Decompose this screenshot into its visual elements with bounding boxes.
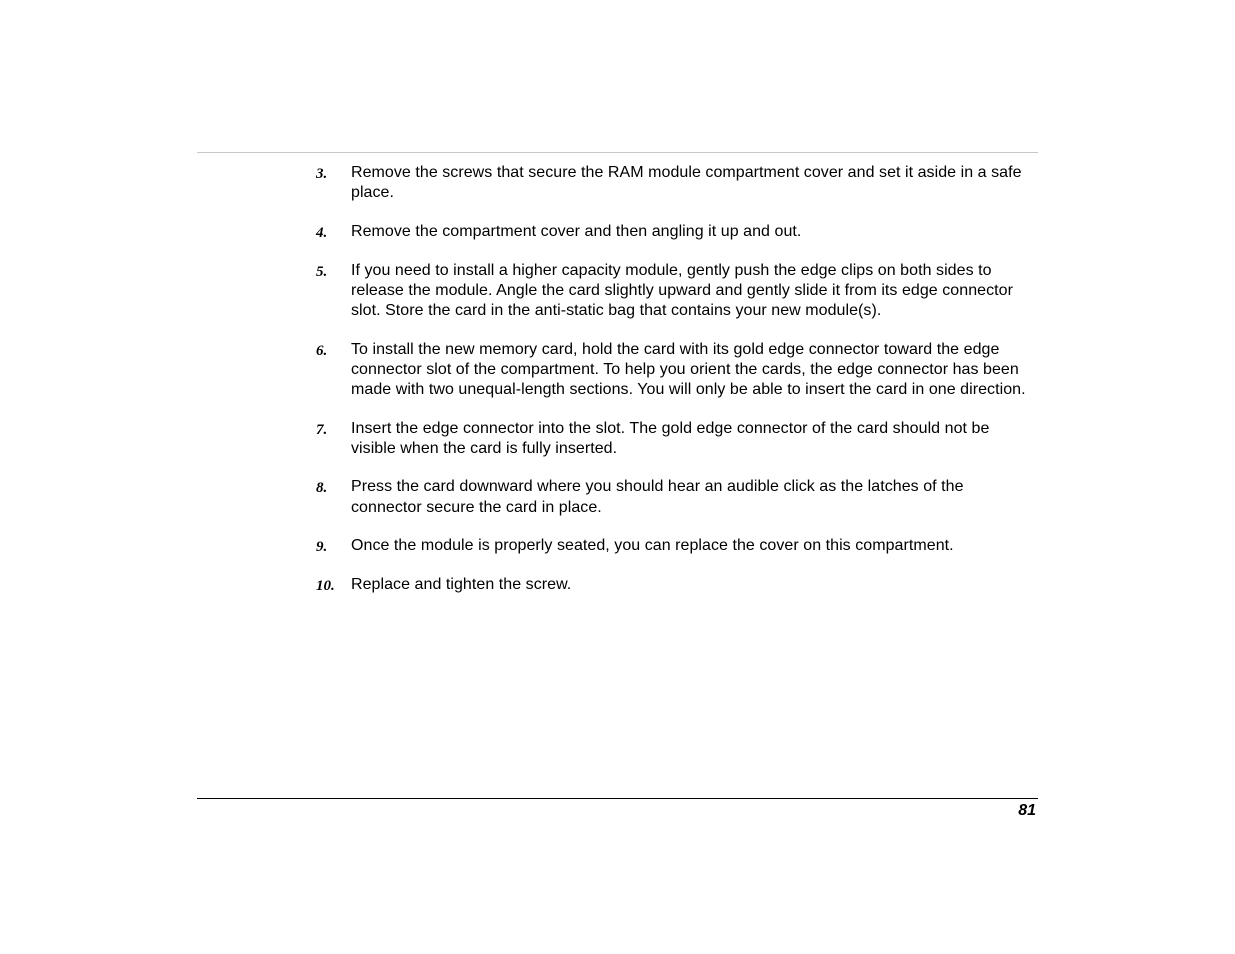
step-text: Press the card downward where you should hear an audible click as the latches of the connector secure the card in place. <box>351 478 964 516</box>
step-number: 10. <box>316 578 335 595</box>
step-number: 7. <box>316 421 328 438</box>
step-text: Remove the screws that secure the RAM module compartment cover and set it aside in a safe place. <box>351 164 1022 202</box>
list-item <box>316 261 1038 322</box>
list-item <box>316 536 1038 557</box>
step-text: Insert the edge connector into the slot. The gold edge connector of the card should not be visible when the card is fully inserted. <box>351 419 990 457</box>
step-text: Once the module is properly seated, you can replace the cover on this compartment. <box>351 536 954 554</box>
instruction-steps-list <box>316 163 1038 614</box>
list-item <box>316 340 1038 401</box>
step-text: Remove the compartment cover and then angling it up and out. <box>351 222 802 240</box>
step-number: 3. <box>316 166 328 182</box>
list-item <box>316 222 1038 243</box>
list-item <box>316 163 1038 204</box>
step-text: Replace and tighten the screw. <box>351 576 572 594</box>
step-number: 8. <box>316 480 328 497</box>
step-number: 6. <box>316 342 328 359</box>
step-text: If you need to install a higher capacity module, gently push the edge clips on both sides to release the module. Angle the card slightly upward and gently slide it from its edge connector slot. Store the card in the anti-static bag that contains your new module(s). <box>351 261 1013 320</box>
step-number: 4. <box>316 224 328 241</box>
step-number: 9. <box>316 538 328 555</box>
footer-divider <box>197 798 1038 799</box>
step-number: 5. <box>316 263 328 280</box>
header-divider <box>197 152 1038 153</box>
page-number: 81 <box>1018 802 1036 819</box>
step-text: To install the new memory card, hold the card with its gold edge connector toward the edge connector slot of the compartment. To help you orient the cards, the edge connector has been made with two unequal-length sections. You will only be able to insert the card in one direction. <box>351 340 1026 399</box>
list-item <box>316 419 1038 460</box>
list-item <box>316 477 1038 518</box>
list-item <box>316 575 1038 596</box>
